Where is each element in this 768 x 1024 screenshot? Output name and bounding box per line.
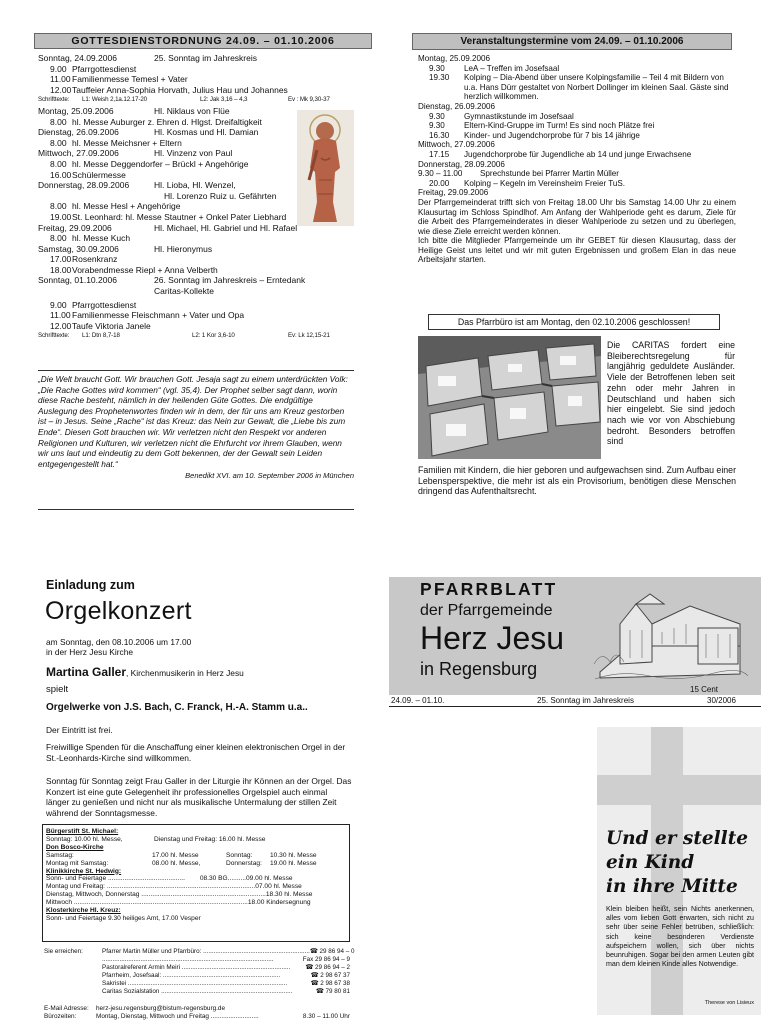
time: 11.00	[50, 74, 71, 85]
feast-label: Hl. Kosmas und Hl. Damian	[154, 127, 259, 138]
performer-role: , Kirchenmusikerin in Herz Jesu	[126, 668, 244, 678]
event: Kolping – Dia-Abend über unsere Kolpingsfamilie – Teil 4 mit Bildern von u.a. Hans Dürr gestaltet von Norbert Dollinger im kleinen Saal. Gäste sind herzlich willkommen.	[464, 73, 729, 102]
time: 16.30	[429, 130, 450, 140]
service: hl. Messe Hesl + Angehörige	[72, 201, 181, 212]
contact-name: Pfarrheim, Josefsaal: ...................................................................	[102, 972, 281, 980]
event: Kinder- und Jugendchorprobe für 7 bis 14 jährige	[464, 130, 640, 140]
contacts-label: Sie erreichen:	[44, 948, 83, 955]
mass-time: Sonntag: 10.00 hl. Messe,	[46, 835, 123, 843]
saint-statue-image	[297, 110, 354, 226]
issue-number: 30/2006	[707, 696, 736, 705]
mass-time: 07.00 hl. Messe	[255, 883, 302, 891]
readings-row	[38, 95, 356, 106]
concert-performer	[46, 665, 244, 679]
event: Kolping – Kegeln im Vereinsheim Freier TuS.	[464, 178, 626, 188]
day-label: Freitag, 29.09.2006	[38, 222, 112, 233]
meditation-title-line: Und er stellte	[606, 828, 749, 849]
reading-gospel: Ev : Mk 9,30-37	[288, 96, 330, 104]
time: 9.00	[50, 299, 67, 310]
day-label: Montag, 25.09.2006	[418, 54, 491, 63]
time: 9.30 – 11.00	[418, 169, 463, 179]
service: St. Leonhard: hl. Messe Stautner + Onkel Pater Liebhard	[72, 211, 287, 222]
caritas-text: Die CARITAS fordert eine Bleiberechtsregelung für langjährig geduldete Ausländer. Viele der Betroffenen leben seit zehn oder mehr Jahren in Deutschland und haben sich hier eingelebt. Sie sind jedoch nach wie vor von Abschiebung bedroht. Besonders betroffen sind	[607, 340, 735, 447]
mass-time: 19.00 hl. Messe	[270, 859, 317, 867]
meditation-card	[597, 727, 761, 1015]
time: 9.00	[50, 63, 67, 74]
concert-date-line-1: am Sonntag, den 08.10.2006 um 17.00	[46, 637, 192, 647]
email-link[interactable]: herz-jesu.regensburg@bistum-regensburg.de	[96, 1005, 226, 1012]
quote-text: „Die Welt braucht Gott. Wir brauchen Gott. Jesaja sagt zu einem unterdrückten Volk: „Die Rache Gottes wird kommen“ (vgl. 35,4). Der Prophet selber sagt dann, worin diese Rache besteht, nämlich in der heilenden Güte Gottes. Die endgültige Auslegung des Prophetenwortes finden wir in dem, der für uns am Kreuz gestorben ist – in Jesus. Seine „Rache“ ist das Kreuz: das Nein zur Gewalt, die „Liebe bis zum Ende“. Diesen Gott brauchen wir. Wir verletzen nicht den Respekt vor anderen Religionen und Kulturen, wir verletzen nicht die Ehrfurcht vor ihrem Glauben, wenn wir uns laut und eindeutig zu dem Gott bekennen, der der Gewalt sein Leiden entgegengestellt hat.“	[38, 374, 348, 469]
location-kloster: Klosterkirche Hl. Kreuz:	[46, 907, 121, 915]
time: 8.00	[50, 233, 67, 244]
concert-date-line-2: in der Herz Jesu Kirche	[46, 647, 134, 658]
friday-text-2: Ich bitte die Mitglieder Pfarrgemeinde um ihr GEBET für diesen Klausurtag, dass der Heilige Geist uns leitet und wir mit guten Ergebnissen und großem Elan in das neue Arbeitsjahr starten.	[418, 236, 736, 265]
time: 18.00	[50, 264, 72, 275]
office-hours-label: Bürozeiten:	[44, 1013, 77, 1021]
contact-phone: ☎ 79 80 81	[315, 988, 350, 996]
reading-2: L2: Jak 3,16 – 4,3	[200, 96, 248, 104]
email-and-office	[44, 1005, 350, 1021]
meditation-title-line: in ihre Mitte	[606, 876, 738, 897]
caritas-text-continued: Familien mit Kindern, die hier geboren und aufgewachsen sind. Zum Aufbau einer Lebensperspektive, die mehr ist als ein Provisorium, benötigen diese Menschen dringend das Aufenthaltsrecht.	[418, 465, 736, 497]
contact-name: Pastoralreferent Armin Meiri ..............................................................	[102, 964, 291, 972]
service: Rosenkranz	[72, 254, 118, 265]
time: 8.00	[50, 116, 67, 127]
feast-label: Hl. Michael, Hl. Gabriel und Hl. Rafael	[154, 222, 298, 233]
service: Pfarrgottesdienst	[72, 299, 137, 310]
office-hours-days: Montag, Dienstag, Mittwoch und Freitag ...........................	[96, 1013, 259, 1021]
feast-label-2: Hl. Lorenzo Ruiz u. Gefährten	[164, 190, 277, 201]
mass-time: 09.00 hl. Messe	[246, 875, 293, 883]
feast-label: Hl. Lioba, Hl. Wenzel,	[154, 180, 236, 191]
time: 9.30	[429, 121, 445, 131]
readings-label: Schrifttexte:	[38, 96, 70, 104]
reading-gospel: Ev: Lk 12,15-21	[288, 332, 330, 340]
event: Sprechstunde bei Pfarrer Martin Müller	[480, 169, 620, 179]
time: 19.30	[429, 73, 450, 83]
location-klinik: Klinikkirche St. Hedwig:	[46, 867, 122, 875]
church-drawing	[590, 584, 750, 684]
concert-admission: Der Eintritt ist frei.	[46, 725, 113, 735]
day-label: Freitag, 29.09.2006	[418, 188, 489, 198]
contact-phone: ☎ 2 98 67 37	[310, 972, 350, 980]
reading-2: L2: 1 Kor 3,6-10	[192, 332, 235, 340]
meditation-title-line: ein Kind	[606, 852, 695, 873]
time: 8.00	[50, 201, 67, 212]
mass-time: 17.00 hl. Messe	[152, 851, 199, 859]
time: 12.00	[50, 84, 72, 95]
location-stift: Bürgerstift St. Michael:	[46, 828, 119, 835]
day-label: Mittwoch, 27.09.2006	[418, 140, 495, 150]
service: hl. Messe Auburger z. Ehren d. Hlgst. Dreifaltigkeit	[72, 116, 262, 127]
day-label: Dienstag, 26.09.2006	[38, 127, 119, 138]
contact-phone: ☎ 29 86 94 – 2	[305, 964, 350, 972]
time: 12.00	[50, 320, 72, 331]
feast-label: Hl. Hieronymus	[154, 243, 213, 254]
time: 11.00	[50, 310, 71, 321]
service: hl. Messe Deggendorfer – Brückl + Angehörige	[72, 158, 249, 169]
issue-dates: 24.09. – 01.10.	[391, 696, 445, 705]
contact-phone: Fax 29 86 94 – 9	[302, 956, 350, 964]
readings-row	[38, 331, 356, 342]
service: Tauffeier Anna-Sophia Horvath, Julius Hau und Johannes	[72, 84, 288, 95]
office-hours-time: 8.30 – 11.00 Uhr	[302, 1013, 350, 1021]
concert-plays: spielt	[46, 684, 69, 695]
feast-label: Hl. Vinzenz von Paul	[154, 148, 233, 159]
mass-day: Sonn- und Feiertage ..........................................	[46, 875, 185, 883]
caritas-maze-image	[418, 336, 601, 459]
gottesdienst-header: GOTTESDIENSTORDNUNG 24.09. – 01.10.2006	[34, 33, 372, 49]
time: 17.15	[429, 149, 450, 159]
time: 19.00	[50, 211, 72, 222]
day-label: Donnerstag, 28.09.2006	[418, 159, 505, 169]
mass-time: 18.30 hl. Messe	[265, 891, 313, 899]
time: 17.00	[50, 254, 72, 265]
mass-time: 08.00 hl. Messe,	[152, 859, 201, 867]
concert-title: Orgelkonzert	[45, 597, 192, 625]
location-bosco: Don Bosco-Kirche	[46, 843, 104, 851]
benedict-quote	[38, 370, 354, 510]
reading-1: L1: Weish 2,1a.12.17-20	[82, 96, 148, 104]
day-label: Mittwoch, 27.09.2006	[38, 148, 119, 159]
mass-day: Dienstag, Mittwoch, Donnerstag ....................................................................	[46, 891, 266, 899]
event: Eltern-Kind-Gruppe im Turm! Es sind noch Plätze frei	[464, 121, 655, 131]
readings-label: Schrifttexte:	[38, 332, 70, 340]
service: Vorabendmesse Riepl + Anna Velberth	[72, 264, 218, 275]
veranstaltungen-header: Veranstaltungstermine vom 24.09. – 01.10.2006	[412, 33, 732, 50]
mass-day: Montag mit Samstag:	[46, 859, 109, 867]
concert-donations: Freiwillige Spenden für die Anschaffung einer kleinen elektronischen Orgel in der St.-Leonhards-Kirche sind willkommen.	[46, 742, 346, 763]
service: Taufe Viktoria Janele	[72, 320, 151, 331]
email-label: E-Mail Adresse:	[44, 1005, 89, 1012]
pfarrblatt-title: PFARRBLATT	[420, 579, 558, 599]
day-label: Samstag, 30.09.2006	[38, 243, 119, 254]
contact-phone: ☎ 2 98 67 38	[310, 980, 350, 988]
cross-bar	[597, 775, 761, 805]
veranstaltungen-list	[418, 54, 736, 265]
price: 15 Cent	[690, 685, 719, 694]
day-label: Sonntag, 24.09.2006	[38, 53, 117, 63]
mass-time: 10.30 hl. Messe	[270, 851, 317, 859]
service: Familienmesse Temesl + Vater	[72, 74, 188, 85]
mass-day: Mittwoch ...............................................................................................	[46, 899, 248, 907]
mass-time: Sonn- und Feiertage 9.30 heiliges Amt, 17.00 Vesper	[46, 914, 201, 922]
pfarrblatt-subtitle: der Pfarrgemeinde	[420, 602, 553, 619]
time: 9.30	[429, 111, 445, 121]
mass-day: Donnerstag:	[226, 859, 262, 867]
mass-day: Sonntag:	[226, 851, 253, 859]
feast-label: 26. Sonntag im Jahreskreis – Erntedank	[154, 275, 306, 286]
time: 8.00	[50, 158, 67, 169]
parish-name: Herz Jesu	[420, 620, 565, 656]
time: 20.00	[429, 178, 450, 188]
office-closed-notice: Das Pfarrbüro ist am Montag, den 02.10.2006 geschlossen!	[428, 314, 720, 330]
mass-time: 08.30 BG	[199, 875, 228, 883]
day-label: Donnerstag, 28.09.2006	[38, 180, 130, 191]
mass-time: 18.00 Kindersegnung	[247, 899, 311, 907]
meditation-text: Klein bleiben heißt, sein Nichts anerkennen, alles vom lieben Gott erwarten, sich nicht zu sehr über seine Fehler betrüben, schließlich: sich keine besonderen Verdienste aufspeichern wollen, sich über nichts beunruhigen. Sogar bei den armen Leuten gibt man dem kleinen Kinde alles Notwendige.	[606, 905, 754, 969]
service: Schülermesse	[72, 169, 126, 180]
issue-sunday: 25. Sonntag im Jahreskreis	[537, 696, 634, 705]
parish-city: in Regensburg	[420, 659, 538, 679]
day-label: Montag, 25.09.2006	[38, 105, 114, 116]
issue-strip	[389, 696, 761, 707]
service: hl. Messe Meichsner + Eltern	[72, 137, 182, 148]
concert-date	[46, 637, 191, 658]
contact-name: Sakristei ...........................................................................................	[102, 980, 288, 988]
mass-day: Montag und Freitag: .................................................................................	[46, 883, 256, 891]
concert-description: Sonntag für Sonntag zeigt Frau Galler in der Liturgie ihr Können an der Orgel. Das Konzert ist eine gute Gelegenheit ihr professionelles Orgelspiel auch einmal länger zu genießen und nicht nur als musikalische Untermalung der stillen Zeit während der Sonntagsmesse.	[46, 776, 352, 818]
reading-1: L1: Dtn 8,7-18	[82, 332, 120, 340]
contact-phone: ☎ 29 86 94 – 0	[309, 948, 355, 955]
time: 9.30	[429, 63, 445, 73]
contacts	[44, 948, 355, 997]
contact-name: Pfarrer Martin Müller und Pfarrbüro: .............................................................	[102, 948, 310, 955]
meditation-title	[606, 827, 748, 899]
concert-invitation-intro: Einladung zum	[46, 578, 135, 592]
friday-text: Der Pfarrgemeinderat trifft sich von Freitag 18.00 Uhr bis Samstag 14.00 Uhr zu einem Klausurtag im Schloss Spindlhof. Am Anfang der Wahlperiode geht es darum, Ziele für die Arbeit des Pfarrgemeinderates in dieser Wahlperiode zu setzen und zu überlegen, wie diese Ziele erreicht werden können.	[418, 197, 736, 236]
time: 8.00	[50, 137, 67, 148]
service: Pfarrgottesdienst	[72, 63, 137, 74]
meditation-author: Therese von Lisieux	[704, 1000, 754, 1006]
feast-label: Hl. Niklaus von Flüe	[154, 105, 230, 116]
day-label: Sonntag, 01.10.2006	[38, 275, 117, 286]
mass-time: Dienstag und Freitag: 16.00 hl. Messe	[154, 835, 266, 843]
feast-label: 25. Sonntag im Jahreskreis	[154, 53, 257, 63]
day-label: Dienstag, 26.09.2006	[418, 101, 495, 111]
mass-times-box: Bürgerstift St. Michael: Sonntag: 10.00 hl. Messe, Dienstag und Freitag: 16.00 hl. Messe Don Bosco-Kirche Samstag: 17.00 hl. Messe Sonntag: 10.30 hl. Messe Montag mit Samstag: 08.00 hl. Messe, Donnerstag: 19.00 hl. Messe Klinikkirche St. Hedwig: Sonn- und Feiertage .......................................... 08.30 BG .......... 09.00 hl. Messe Montag und Freitag: ................................................................................. 07.00 hl. Messe Dienstag, Mittwoch, Donnerstag .................................................................... 18.30 hl. Messe Mittwoch ............................................................................................... 18.00 Kindersegnung Klosterkirche Hl. Kreuz: Sonn- und Feiertage 9.30 heiliges Amt, 17.00 Vesper	[42, 824, 350, 942]
mass-day: Samstag:	[46, 851, 74, 859]
service: hl. Messe Kuch	[72, 233, 131, 244]
feast-label-2: Caritas-Kollekte	[154, 286, 214, 297]
contact-name: ..................................................................................................	[102, 956, 274, 964]
performer-name: Martina Galler	[46, 665, 127, 679]
time: 16.00	[50, 169, 72, 180]
quote-author: Benedikt XVI. am 10. September 2006 in München	[185, 471, 354, 481]
concert-works: Orgelwerke von J.S. Bach, C. Franck, H.-A. Stamm u.a..	[46, 702, 308, 713]
event: LeA – Treffen im Josefsaal	[464, 63, 560, 73]
contact-name: Caritas Sozialstation ...........................................................................	[102, 988, 293, 996]
event: Jugendchorprobe für Jugendliche ab 14 und junge Erwachsene	[464, 149, 692, 159]
event: Gymnastikstunde im Josefsaal	[464, 111, 574, 121]
service: Familienmesse Fleischmann + Vater und Opa	[72, 310, 245, 321]
